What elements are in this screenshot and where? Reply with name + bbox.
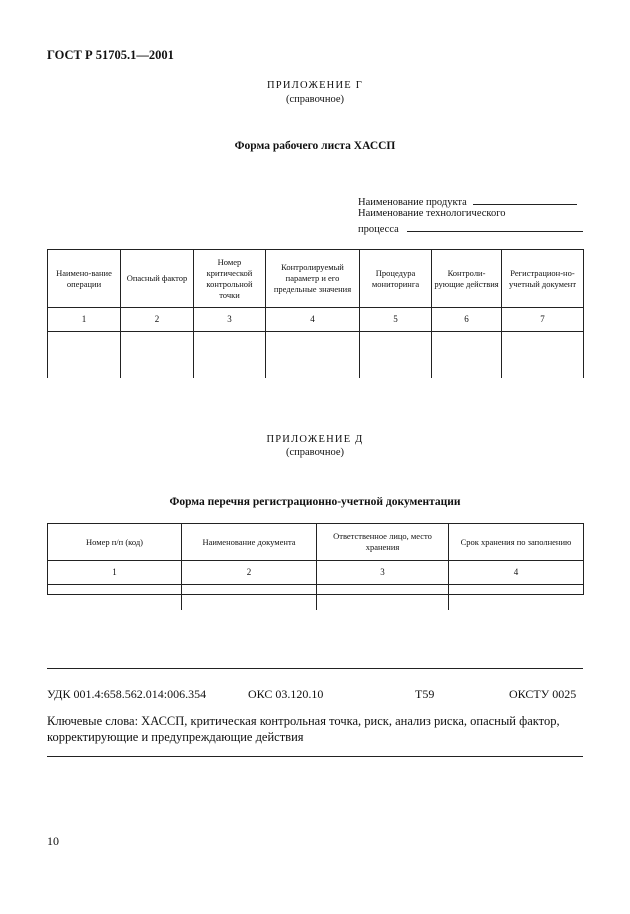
col-number: 3 (194, 308, 266, 332)
table-number-row (48, 308, 584, 332)
okstu-code: ОКСТУ 0025 (509, 687, 577, 701)
product-label: Наименование продукта (358, 197, 467, 208)
process-label-1: Наименование технологического (358, 208, 506, 219)
oks-code: ОКС 03.120.10 (248, 687, 324, 701)
col-header: Процедура мониторинга (360, 250, 432, 308)
documentation-list-table (47, 523, 584, 610)
appendix-d-note: (справочное) (286, 447, 344, 458)
udk-code: УДК 001.4:658.562.014:006.354 (47, 687, 207, 701)
appendix-d-title: ПРИЛОЖЕНИЕ Д (266, 434, 364, 445)
col-header: Опасный фактор (121, 250, 194, 308)
t-code: Т59 (415, 687, 435, 701)
col-header: Номер п/п (код) (48, 524, 182, 561)
col-number: 6 (432, 308, 502, 332)
process-blank (407, 222, 583, 232)
appendix-g-title: ПРИЛОЖЕНИЕ Г (267, 80, 363, 91)
footer-rule-top (47, 668, 583, 669)
col-header: Наименование документа (182, 524, 317, 561)
appendix-g-note: (справочное) (286, 94, 344, 105)
col-number: 2 (182, 561, 317, 585)
col-header: Контроли-рующие действия (432, 250, 502, 308)
col-header: Срок хранения по заполнению (449, 524, 584, 561)
table-header-row (48, 524, 584, 561)
col-header: Регистрацион-но-учетный документ (502, 250, 584, 308)
col-number: 7 (502, 308, 584, 332)
col-header: Номер критической контрольной точки (194, 250, 266, 308)
process-line (358, 222, 583, 235)
col-header: Контролируемый параметр и его предельные значения (266, 250, 360, 308)
col-number: 3 (317, 561, 449, 585)
table-row (48, 332, 584, 378)
col-number: 5 (360, 308, 432, 332)
appendix-d-form-title: Форма перечня регистрационно-учетной документации (169, 496, 461, 508)
product-blank (473, 195, 577, 205)
haccp-worksheet-table (47, 249, 584, 378)
table-header-row (48, 250, 584, 308)
appendix-g-form-title: Форма рабочего листа ХАССП (234, 140, 396, 152)
table-number-row (48, 561, 584, 585)
keywords: Ключевые слова: ХАССП, критическая контрольная точка, риск, анализ риска, опасный фактор, корректирующие и предупреждающие действия (47, 714, 560, 744)
col-number: 1 (48, 308, 121, 332)
col-header: Наимено-вание операции (48, 250, 121, 308)
col-number: 4 (449, 561, 584, 585)
table-row (48, 585, 584, 595)
process-label-2: процесса (358, 224, 399, 235)
col-number: 1 (48, 561, 182, 585)
col-header: Ответственное лицо, место хранения (317, 524, 449, 561)
col-number: 2 (121, 308, 194, 332)
document-header: ГОСТ Р 51705.1—2001 (47, 48, 174, 62)
table-row (48, 595, 584, 610)
col-number: 4 (266, 308, 360, 332)
footer-rule-bottom (47, 756, 583, 757)
product-line (358, 195, 577, 208)
page-number: 10 (47, 834, 59, 848)
